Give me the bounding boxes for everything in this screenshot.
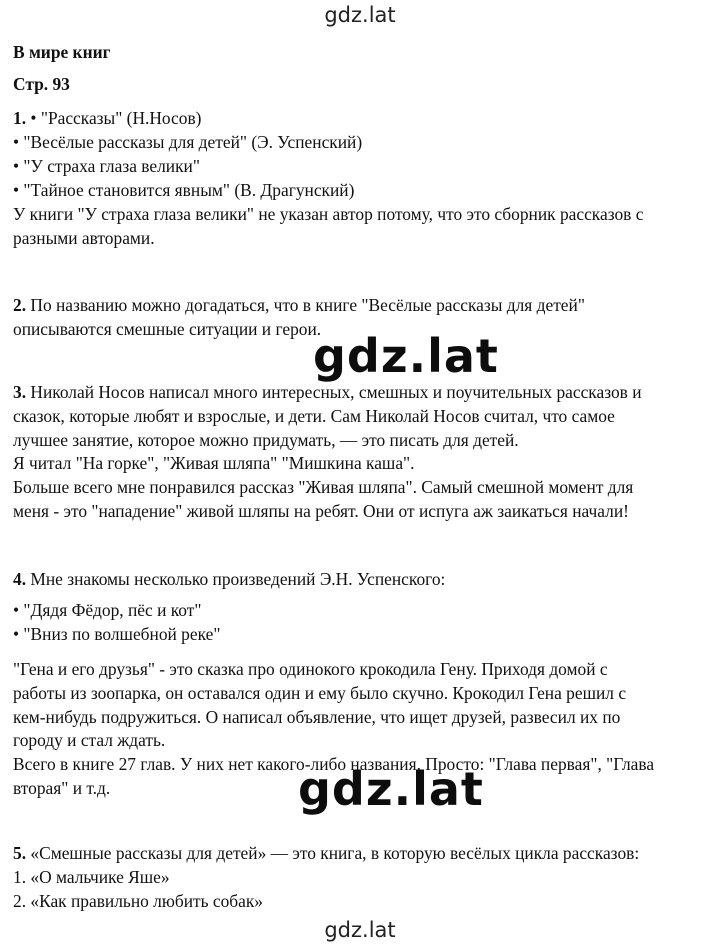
q3-line-3: лучшее занятие, которое можно придумать, — это писать для детей. <box>13 430 519 450</box>
watermark-bottom: gdz.lat <box>324 918 396 942</box>
q1-item-4: • "Тайное становится явным" (В. Драгунский) <box>13 180 355 200</box>
watermark-middle-1: gdz.lat <box>313 329 499 383</box>
q4-number: 4. <box>13 569 27 589</box>
q4-line-1: "Гена и его друзья" - это сказка про одинокого крокодила Гену. Приходя домой с <box>13 659 608 679</box>
q3-number: 3. <box>13 382 27 402</box>
watermark-middle-2: gdz.lat <box>298 762 484 816</box>
q3-line-5: Больше всего мне понравился рассказ "Живая шляпа". Самый смешной момент для <box>13 477 634 497</box>
q4-line-5: Всего в книге 27 глав. У них нет какого-либо названия. Просто: "Глава первая", "Глава <box>13 754 655 774</box>
q5-item-1: 1. «О мальчике Яше» <box>13 867 170 887</box>
q2-line-2: описываются смешные ситуации и герои. <box>13 319 322 339</box>
q5-item-2: 2. «Как правильно любить собак» <box>13 891 263 911</box>
q1-item-1: 1. • "Рассказы" (Н.Носов) <box>13 108 202 128</box>
q1-note-line-2: разными авторами. <box>13 228 155 248</box>
q4-line-4: городу и стал ждать. <box>13 730 166 750</box>
q4-line-3: кем-нибудь подружиться. О написал объявление, что ищет друзей, развесил их по <box>13 707 621 727</box>
q4-line-6: вторая" и т.д. <box>13 778 111 798</box>
watermark-top: gdz.lat <box>324 3 396 27</box>
q2-line-1: 2. По названию можно догадаться, что в книге "Весёлые рассказы для детей" <box>13 295 585 315</box>
q2-number: 2. <box>13 295 27 315</box>
q3-line-1: 3. Николай Носов написал много интересных, смешных и поучительных рассказов и <box>13 382 642 402</box>
page-heading: В мире книг <box>13 42 111 62</box>
page-number: Стр. 93 <box>13 74 70 94</box>
q1-item-2: • "Весёлые рассказы для детей" (Э. Успенский) <box>13 132 363 152</box>
q4-intro: 4. Мне знакомы несколько произведений Э.Н. Успенского: <box>13 569 446 589</box>
q1-number: 1. <box>13 108 27 128</box>
q4-item-2: • "Вниз по волшебной реке" <box>13 624 221 644</box>
q4-item-1: • "Дядя Фёдор, пёс и кот" <box>13 600 202 620</box>
q3-line-4: Я читал "На горке", "Живая шляпа" "Мишкина каша". <box>13 453 415 473</box>
q5-number: 5. <box>13 843 27 863</box>
q4-line-2: работы из зоопарка, он оставался один и ему было скучно. Крокодил Гена решил с <box>13 683 627 703</box>
q3-line-6: меня - это "нападение" живой шляпы на ребят. Они от испуга аж заикаться начали! <box>13 501 629 521</box>
q1-note-line-1: У книги "У страха глаза велики" не указан автор потому, что это сборник рассказов с <box>13 204 644 224</box>
q3-line-2: сказок, которые любят и взрослые, и дети. Сам Николай Носов считал, что самое <box>13 406 615 426</box>
q5-intro: 5. «Смешные рассказы для детей» — это книга, в которую весёлых цикла рассказов: <box>13 843 640 863</box>
q1-item-3: • "У страха глаза велики" <box>13 156 200 176</box>
